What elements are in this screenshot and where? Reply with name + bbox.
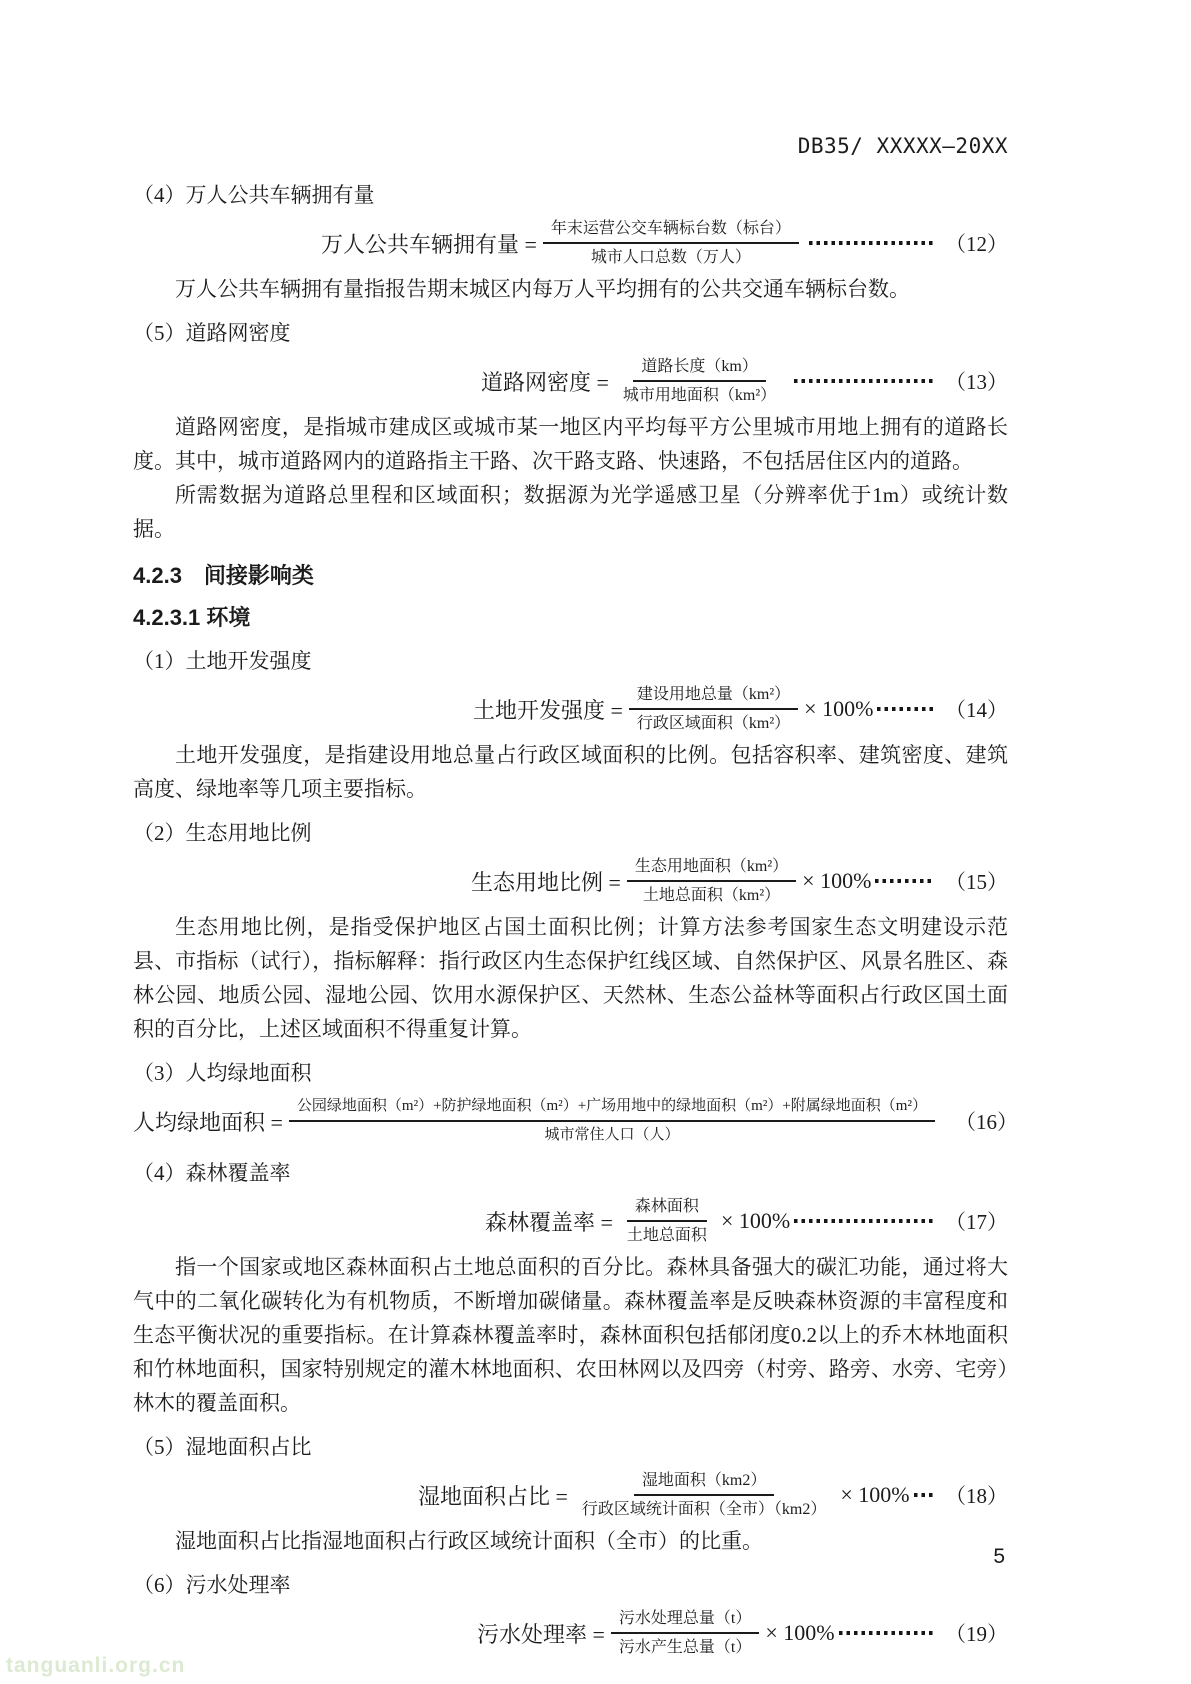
formula-17-suffix: × 100% [720, 1208, 791, 1233]
fraction-denominator: 土地总面积（km²） [642, 887, 781, 904]
formula-19-suffix: × 100% [765, 1620, 835, 1645]
formula-13-lhs: 道路网密度 = [481, 369, 609, 395]
formula-18-number: （18） [945, 1484, 1008, 1508]
dotted-leader [794, 1219, 935, 1223]
fraction-numerator: 湿地面积（km2） [634, 1470, 774, 1496]
fraction-numerator: 道路长度（km） [633, 356, 765, 382]
formula-17-number: （17） [945, 1210, 1008, 1234]
dotted-leader [794, 379, 935, 383]
formula-16-fraction [289, 1096, 935, 1146]
item-heading-sewage-treatment: （6）污水处理率 [133, 1573, 291, 1597]
fraction-denominator: 城市人口总数（万人） [590, 249, 751, 266]
fraction-denominator: 城市用地面积（km²） [622, 387, 777, 404]
paragraph-public-vehicles: 万人公共车辆拥有量指报告期末城区内每万人平均拥有的公共交通车辆标台数。 [175, 277, 910, 301]
formula-14-number: （14） [945, 698, 1008, 722]
item-heading-green-area-per-capita: （3）人均绿地面积 [133, 1061, 312, 1085]
formula-14-fraction [629, 684, 798, 734]
formula-18-fraction [574, 1470, 834, 1520]
dotted-leader [914, 1493, 935, 1497]
formula-18-suffix: × 100% [840, 1482, 910, 1507]
formula-13 [133, 356, 1008, 406]
formula-19-number: （19） [945, 1622, 1008, 1646]
item-heading-land-development: （1）土地开发强度 [133, 649, 312, 673]
formula-19 [133, 1608, 1008, 1658]
dotted-leader [809, 241, 935, 245]
fraction-denominator: 行政区域统计面积（全市）（km2） [581, 1501, 827, 1518]
dotted-leader [877, 707, 935, 711]
formula-18 [133, 1470, 1008, 1520]
formula-16-number: （16） [954, 1110, 1018, 1134]
formula-16 [133, 1096, 1018, 1146]
formula-15-lhs: 生态用地比例 = [471, 869, 621, 895]
formula-19-lhs: 污水处理率 = [477, 1621, 605, 1647]
item-heading-wetland-ratio: （5）湿地面积占比 [133, 1435, 312, 1459]
fraction-numerator: 年末运营公交车辆标台数（标台） [543, 218, 799, 244]
formula-15-number: （15） [945, 870, 1008, 894]
fraction-denominator: 行政区域面积（km²） [636, 715, 791, 732]
paragraph-land-development-definition: 土地开发强度，是指建设用地总量占行政区域面积的比例。包括容积率、建筑密度、建筑高度、绿地率等几项主要指标。 [133, 743, 1008, 801]
formula-14-lhs: 土地开发强度 = [473, 697, 623, 723]
formula-12 [133, 218, 1008, 268]
fraction-denominator: 土地总面积 [626, 1227, 707, 1244]
fraction-denominator: 城市常住人口（人） [544, 1127, 680, 1143]
formula-17 [133, 1196, 1008, 1246]
formula-12-number: （12） [945, 232, 1008, 256]
dotted-leader [839, 1631, 935, 1635]
formula-17-fraction [619, 1196, 715, 1246]
formula-16-lhs: 人均绿地面积 = [133, 1109, 283, 1135]
formula-13-number: （13） [945, 370, 1008, 394]
item-heading-ecological-land: （2）生态用地比例 [133, 821, 312, 845]
dotted-leader [875, 879, 935, 883]
formula-18-lhs: 湿地面积占比 = [418, 1483, 568, 1509]
formula-12-lhs: 万人公共车辆拥有量 = [321, 231, 537, 257]
fraction-denominator: 污水产生总量（t） [618, 1639, 752, 1656]
formula-13-fraction [615, 356, 784, 406]
page-number: 5 [993, 1545, 1005, 1568]
formula-15-fraction [627, 856, 796, 906]
formula-14 [133, 684, 1008, 734]
paragraph-road-density-definition: 道路网密度，是指城市建成区或城市某一地区内平均每平方公里城市用地上拥有的道路长度。其中，城市道路网内的道路指主干路、次干路支路、快速路，不包括居住区内的道路。 [133, 415, 1008, 473]
fraction-numerator: 森林面积 [627, 1196, 707, 1222]
formula-17-lhs: 森林覆盖率 = [485, 1209, 613, 1235]
formula-15-suffix: × 100% [802, 868, 872, 893]
formula-19-fraction [611, 1608, 759, 1658]
section-heading-indirect-impact: 4.2.3 间接影响类 [133, 563, 314, 588]
watermark-text: tanguanli.org.cn [6, 1654, 186, 1677]
section-heading-environment: 4.2.3.1 环境 [133, 605, 251, 630]
item-heading-road-density: （5）道路网密度 [133, 321, 291, 345]
item-heading-forest-coverage: （4）森林覆盖率 [133, 1161, 291, 1185]
fraction-numerator: 污水处理总量（t） [611, 1608, 759, 1634]
formula-14-suffix: × 100% [804, 696, 874, 721]
formula-12-fraction [543, 218, 799, 268]
paragraph-road-density-data-source: 所需数据为道路总里程和区域面积；数据源为光学遥感卫星（分辨率优于1m）或统计数据。 [133, 483, 1008, 541]
paragraph-forest-coverage-definition: 指一个国家或地区森林面积占土地总面积的百分比。森林具备强大的碳汇功能，通过将大气中的二氧化碳转化为有机物质，不断增加碳储量。森林覆盖率是反映森林资源的丰富程度和生态平衡状况的重要指标。在计算森林覆盖率时，森林面积包括郁闭度0.2以上的乔木林地面积和竹林地面积，国家特别规定的灌木林地面积、农田林网以及四旁（村旁、路旁、水旁、宅旁）林木的覆盖面积。 [133, 1255, 1008, 1415]
fraction-numerator: 建设用地总量（km²） [629, 684, 798, 710]
fraction-numerator: 公园绿地面积（m²）+防护绿地面积（m²）+广场用地中的绿地面积（m²）+附属绿地面积（m²） [289, 1096, 935, 1122]
paragraph-ecological-land-definition: 生态用地比例，是指受保护地区占国土面积比例；计算方法参考国家生态文明建设示范县、市指标（试行），指标解释：指行政区内生态保护红线区域、自然保护区、风景名胜区、森林公园、地质公园、湿地公园、饮用水源保护区、天然林、生态公益林等面积占行政区国土面积的百分比，上述区域面积不得重复计算。 [133, 915, 1008, 1041]
document-code-header: DB35/ XXXXX—20XX [797, 134, 1008, 158]
paragraph-wetland-ratio-definition: 湿地面积占比指湿地面积占行政区域统计面积（全市）的比重。 [175, 1529, 763, 1553]
item-heading-public-vehicles: （4）万人公共车辆拥有量 [133, 183, 375, 207]
formula-15 [133, 856, 1008, 906]
fraction-numerator: 生态用地面积（km²） [627, 856, 796, 882]
